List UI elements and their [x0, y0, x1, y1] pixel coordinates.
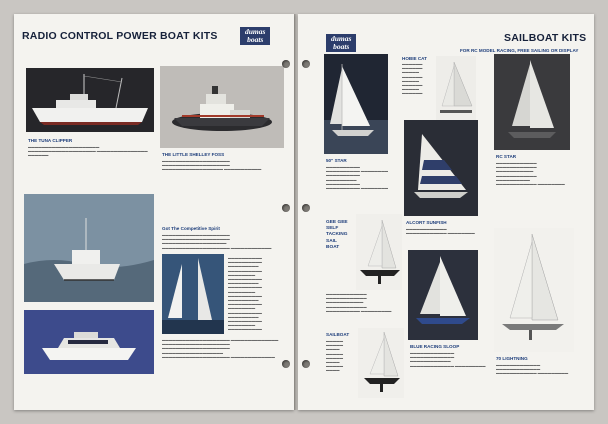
alcort-sunfish-text: ▬▬▬▬▬▬▬▬▬▬▬▬ ▬▬▬▬▬▬▬▬▬▬▬▬ ▬▬▬▬▬▬▬▬: [406, 227, 475, 236]
racing-sloop-caption: BLUE RACING SLOOP: [410, 344, 460, 349]
shelley-foss-photo: [160, 66, 284, 148]
page-heading: RADIO CONTROL POWER BOAT KITS: [22, 30, 218, 42]
page-subtitle: FOR RC MODEL RACING, FREE SAILING OR DISPLAY: [460, 48, 579, 53]
fifty-star-photo: [324, 54, 388, 154]
gee-gee-caption: GEE GEE SELF TACKING SAIL BOAT: [326, 220, 348, 250]
fifty-star-caption: 50" STAR: [326, 158, 347, 163]
tuna-clipper-photo: [26, 68, 154, 132]
cabin-cruiser-photo: [24, 310, 154, 374]
competitive-spirit-closing: ▬▬▬▬▬▬▬▬▬▬▬▬▬▬▬▬▬▬▬▬ ▬▬▬▬▬▬▬▬▬▬▬▬▬▬ ▬▬▬▬▬▬▬▬▬▬▬▬▬▬▬▬▬▬▬▬ ▬▬▬▬▬▬▬▬▬▬▬▬▬▬▬▬▬▬▬▬ ▬▬▬▬▬▬▬▬▬▬▬▬▬▬▬▬▬▬ ▬▬▬▬▬▬▬▬▬▬▬▬▬▬▬▬▬▬▬▬ ▬▬▬▬▬▬▬▬▬▬▬▬▬: [162, 338, 279, 359]
binder-hole: [302, 60, 310, 68]
binder-hole: [302, 204, 310, 212]
hobie-cat-caption: HOBIE CAT: [402, 56, 427, 61]
binder-hole: [302, 360, 310, 368]
lightning-caption: 70 LIGHTNING: [496, 356, 528, 361]
competitive-spirit-heading: Got The Competitive Spirit: [162, 226, 220, 231]
left-page: [14, 14, 294, 410]
sailboat-photo: [358, 328, 404, 398]
tuna-clipper-caption: THE TUNA CLIPPER: [28, 138, 73, 143]
sailing-race-photo: [162, 254, 224, 334]
gee-gee-photo: [356, 214, 402, 290]
binder-hole: [282, 360, 290, 368]
hobie-cat-text: ▬▬▬▬▬▬ ▬▬▬▬▬▬ ▬▬▬▬▬ ▬▬▬▬▬▬ ▬▬▬▬▬ ▬▬▬▬▬▬ ▬▬▬▬▬ ▬▬▬▬▬▬: [402, 62, 423, 96]
racing-sloop-text: ▬▬▬▬▬▬▬▬▬▬▬▬▬ ▬▬▬▬▬▬▬▬▬▬▬▬▬ ▬▬▬▬▬▬▬▬▬▬▬▬ ▬▬▬▬▬▬▬▬▬▬▬▬▬ ▬▬▬▬▬▬▬▬▬: [410, 351, 486, 368]
tuna-clipper-text: ▬▬▬▬▬▬▬▬▬▬▬▬▬▬▬▬▬▬▬▬▬ ▬▬▬▬▬▬▬▬▬▬▬▬▬▬▬▬▬▬▬▬ ▬▬▬▬▬▬▬▬▬▬▬▬▬▬▬ ▬▬▬▬▬▬: [28, 145, 148, 158]
hobie-cat-photo: [436, 56, 476, 126]
dumas-boats-logo: dumas boats: [240, 27, 270, 45]
lightning-text: ▬▬▬▬▬▬▬▬▬▬▬▬▬ ▬▬▬▬▬▬▬▬▬▬▬▬▬ ▬▬▬▬▬▬▬▬▬▬▬▬ ▬▬▬▬▬▬▬▬▬: [496, 363, 569, 376]
rc-star-caption: RC STAR: [496, 154, 517, 159]
shelley-foss-text: ▬▬▬▬▬▬▬▬▬▬▬▬▬▬▬▬▬▬▬▬ ▬▬▬▬▬▬▬▬▬▬▬▬▬▬▬▬▬▬▬▬ ▬▬▬▬▬▬▬▬▬▬▬▬▬▬▬▬▬▬ ▬▬▬▬▬▬▬▬▬▬▬: [162, 159, 262, 172]
rc-star-text: ▬▬▬▬▬▬▬▬▬▬▬▬ ▬▬▬▬▬▬▬▬▬▬▬▬ ▬▬▬▬▬▬▬▬▬▬▬ ▬▬▬▬▬▬▬▬▬▬▬▬ ▬▬▬▬▬▬▬▬▬▬ ▬▬▬▬▬▬▬▬▬▬▬▬ ▬▬▬▬▬▬▬▬: [496, 161, 565, 187]
page-heading: SAILBOAT KITS: [504, 32, 587, 44]
racing-sloop-photo: [408, 250, 478, 340]
sailboat-text: ▬▬▬▬▬ ▬▬▬▬▬ ▬▬▬▬ ▬▬▬▬▬ ▬▬▬▬▬ ▬▬▬▬ ▬▬▬▬▬ ▬▬▬▬: [326, 339, 343, 373]
shelley-foss-caption: THE LITTLE SHELLEY FOSS: [162, 152, 225, 157]
fifty-star-text: ▬▬▬▬▬▬▬▬▬▬ ▬▬▬▬▬▬▬▬▬▬ ▬▬▬▬▬▬▬▬ ▬▬▬▬▬▬▬▬▬▬ ▬▬▬▬▬▬▬▬▬ ▬▬▬▬▬▬▬▬▬▬ ▬▬▬▬▬▬▬▬▬▬ ▬▬▬▬▬▬▬▬: [326, 165, 388, 191]
binder-hole: [282, 60, 290, 68]
competitive-spirit-intro: ▬▬▬▬▬▬▬▬▬▬▬▬▬▬▬▬▬▬▬▬ ▬▬▬▬▬▬▬▬▬▬▬▬▬▬▬▬▬▬▬▬ ▬▬▬▬▬▬▬▬▬▬▬▬▬▬▬▬▬▬▬ ▬▬▬▬▬▬▬▬▬▬▬▬▬▬▬▬▬▬▬▬ ▬▬▬▬▬▬▬▬▬▬▬▬: [162, 233, 272, 250]
competitive-spirit-text: ▬▬▬▬▬▬▬▬▬▬ ▬▬▬▬▬▬▬▬▬▬ ▬▬▬▬▬▬▬▬▬ ▬▬▬▬▬▬▬▬▬▬ ▬▬▬▬▬▬▬▬ ▬▬▬▬▬▬▬▬▬▬ ▬▬▬▬▬▬▬▬▬ ▬▬▬▬▬▬▬▬▬▬ ▬▬▬▬▬▬▬▬ ▬▬▬▬▬▬▬▬▬▬ ▬▬▬▬▬▬▬▬▬ ▬▬▬▬▬▬▬▬▬▬ ▬▬▬▬▬▬▬▬ ▬▬▬▬▬▬▬▬▬▬ ▬▬▬▬▬▬▬▬▬ ▬▬▬▬▬▬▬▬▬▬ ▬▬▬▬▬▬▬▬ ▬▬▬▬▬▬▬▬▬▬: [228, 256, 262, 332]
right-page: [298, 14, 594, 410]
lightning-photo: [494, 228, 574, 352]
power-boat-water-photo: [24, 194, 154, 302]
rc-star-photo: [494, 54, 570, 150]
binder-hole: [282, 204, 290, 212]
dumas-boats-logo: dumas boats: [326, 34, 356, 52]
alcort-sunfish-photo: [404, 120, 478, 216]
gee-gee-text: ▬▬▬▬▬▬▬▬▬▬▬▬ ▬▬▬▬▬▬▬▬▬▬▬▬ ▬▬▬▬▬▬▬▬▬▬▬ ▬▬▬▬▬▬▬▬▬▬▬▬ ▬▬▬▬▬▬▬▬▬▬ ▬▬▬▬▬▬▬▬▬: [326, 292, 392, 313]
sailboat-caption: SAILBOAT: [326, 332, 350, 337]
alcort-sunfish-caption: ALCORT SUNFISH: [406, 220, 447, 225]
